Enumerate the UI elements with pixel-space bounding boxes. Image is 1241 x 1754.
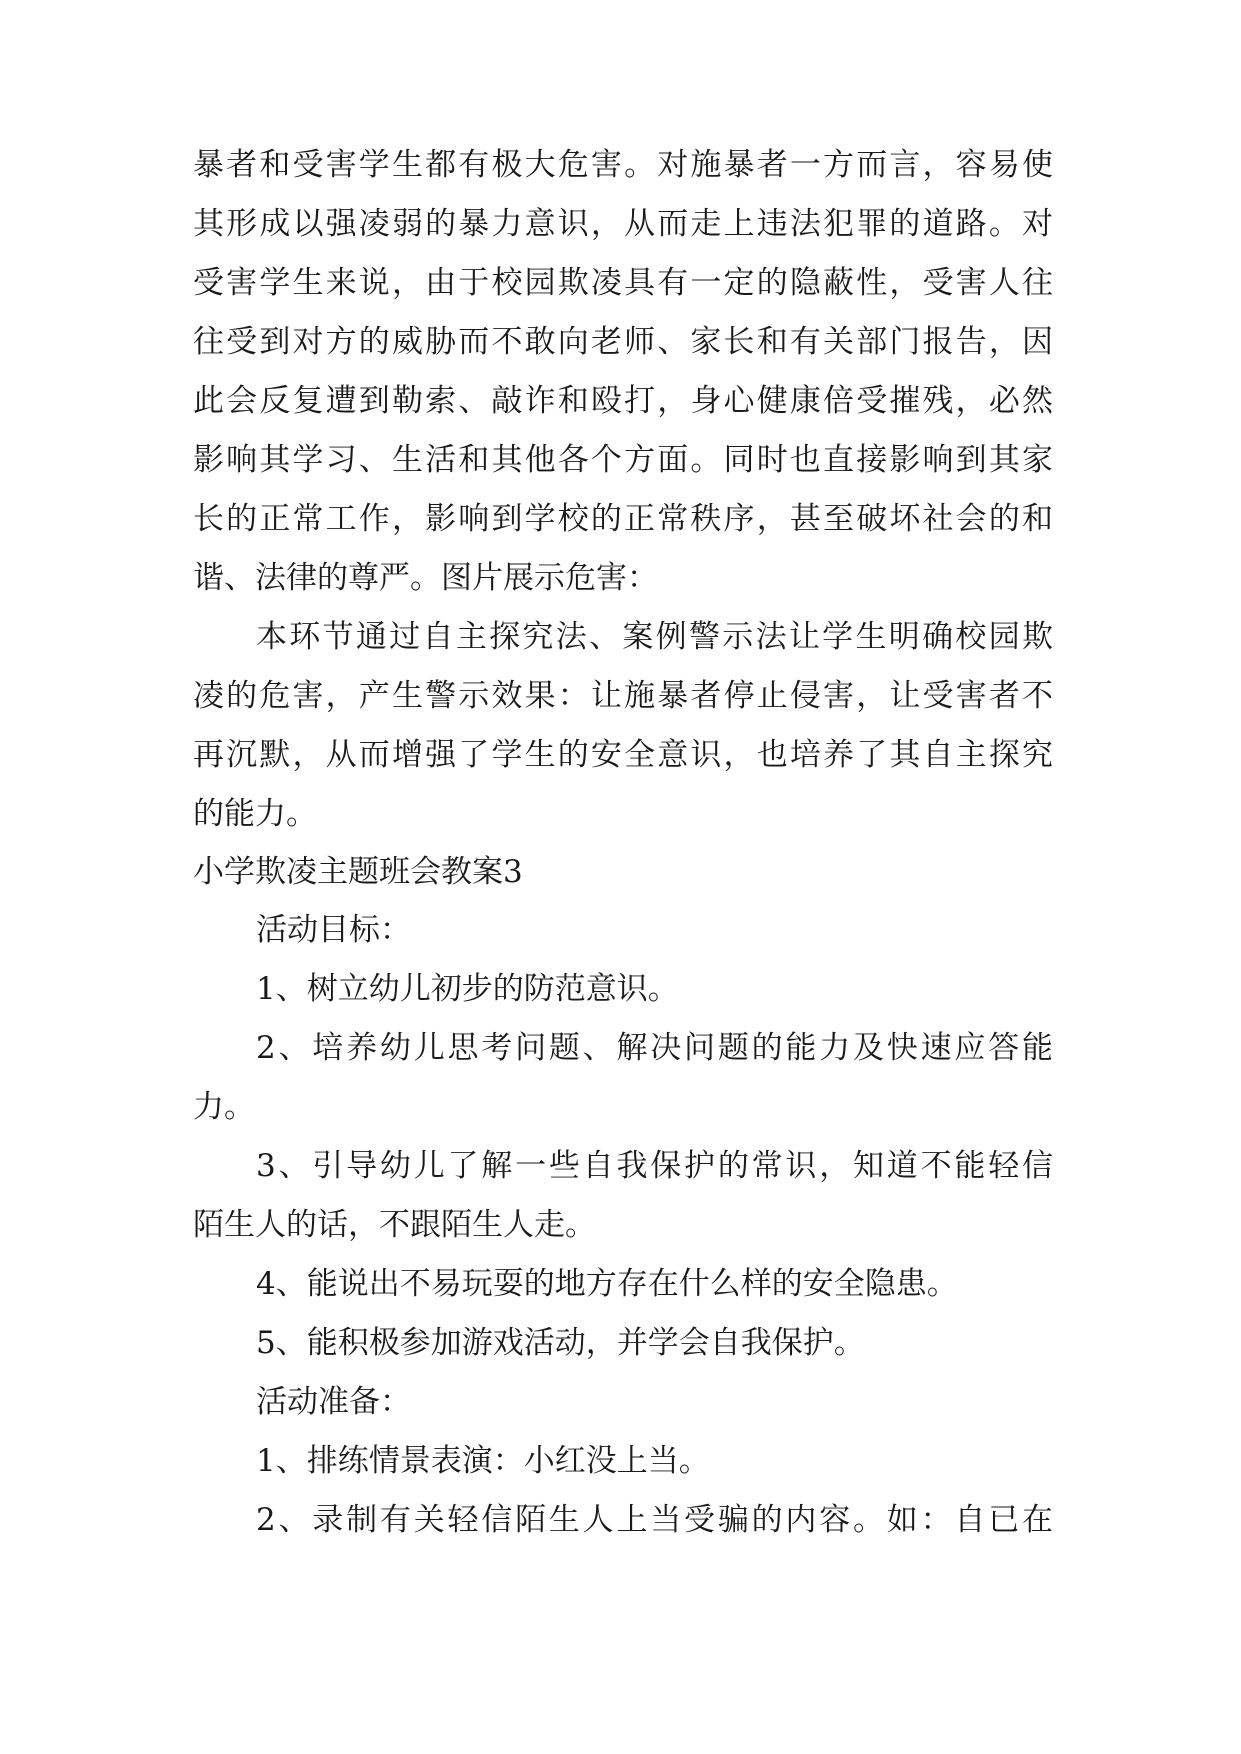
subheading: 活动目标： [256,912,411,948]
list-item: 1、排练情景表演：小红没上当。 [256,1443,710,1479]
list-item: 4、能说出不易玩耍的地方存在什么样的安全隐患。 [256,1266,958,1302]
paragraph-line: 影响其学习、生活和其他各个方面。同时也直接影响到其家 [193,442,1053,478]
list-item: 1、树立幼儿初步的防范意识。 [256,971,679,1007]
list-item-continuation: 陌生人的话，不跟陌生人走。 [193,1207,596,1243]
paragraph-line: 的能力。 [193,796,317,832]
paragraph-line: 其形成以强凌弱的暴力意识，从而走上违法犯罪的道路。对 [193,206,1053,242]
paragraph-line: 往受到对方的威胁而不敢向老师、家长和有关部门报告，因 [193,324,1053,360]
list-item-continuation: 力。 [193,1089,255,1125]
list-item: 2、培养幼儿思考问题、解决问题的能力及快速应答能 [256,1030,1053,1066]
list-item: 5、能积极参加游戏活动，并学会自我保护。 [256,1325,865,1361]
paragraph-line: 受害学生来说，由于校园欺凌具有一定的隐蔽性，受害人往 [193,265,1053,301]
paragraph-line: 凌的危害，产生警示效果：让施暴者停止侵害，让受害者不 [193,678,1053,714]
paragraph-line: 再沉默，从而增强了学生的安全意识，也培养了其自主探究 [193,737,1053,773]
paragraph-line: 谐、法律的尊严。图片展示危害： [193,560,658,596]
paragraph-line: 长的正常工作，影响到学校的正常秩序，甚至破坏社会的和 [193,501,1053,537]
list-item: 3、引导幼儿了解一些自我保护的常识，知道不能轻信 [256,1148,1053,1184]
list-item: 2、录制有关轻信陌生人上当受骗的内容。如：自已在 [256,1502,1053,1538]
paragraph-line: 本环节通过自主探究法、案例警示法让学生明确校园欺 [256,619,1053,655]
paragraph-line: 此会反复遭到勒索、敲诈和殴打，身心健康倍受摧残，必然 [193,383,1053,419]
subheading: 活动准备： [256,1384,411,1420]
section-heading: 小学欺凌主题班会教案3 [193,854,523,890]
paragraph-line: 暴者和受害学生都有极大危害。对施暴者一方而言，容易使 [193,147,1053,183]
